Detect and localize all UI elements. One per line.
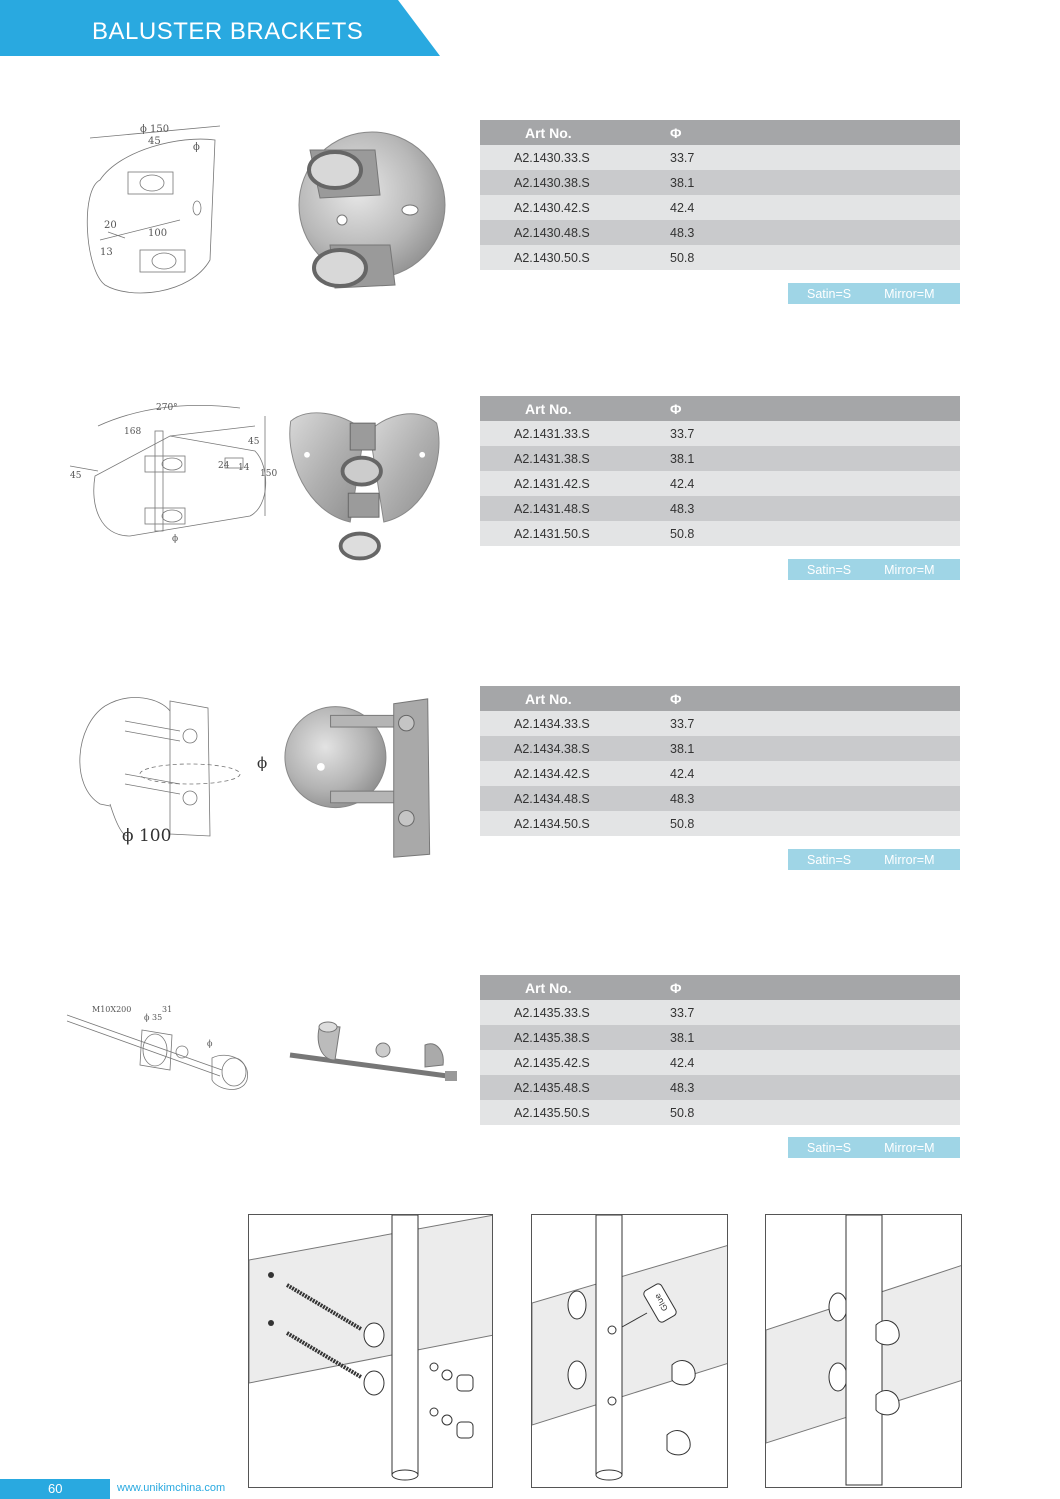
art-no: A2.1431.50.S — [514, 526, 590, 541]
header-art-no: Art No. — [525, 979, 572, 996]
art-no: A2.1431.38.S — [514, 451, 590, 466]
art-no: A2.1434.50.S — [514, 816, 590, 831]
table-header — [480, 396, 960, 421]
finish-legend — [788, 1137, 960, 1158]
finish-mirror: Mirror=M — [884, 852, 935, 867]
diameter: 42.4 — [670, 476, 695, 491]
diameter: 48.3 — [670, 501, 695, 516]
dim-label: ϕ 150 — [140, 124, 170, 135]
finish-legend — [788, 283, 960, 304]
diameter: 33.7 — [670, 426, 695, 441]
table-row — [480, 421, 960, 446]
table-row — [480, 786, 960, 811]
product-photo-4 — [285, 1015, 460, 1115]
diameter: 48.3 — [670, 225, 695, 240]
art-no: A2.1431.42.S — [514, 476, 590, 491]
technical-drawing-3 — [70, 686, 290, 846]
diameter: 33.7 — [670, 150, 695, 165]
header-diameter: Φ — [670, 124, 682, 141]
table-row — [480, 736, 960, 761]
table-row — [480, 1100, 960, 1125]
table-row — [480, 145, 960, 170]
art-no: A2.1430.50.S — [514, 250, 590, 265]
dim-label: M10X200 — [92, 1005, 132, 1014]
art-no: A2.1431.48.S — [514, 501, 590, 516]
dim-label: ϕ — [207, 1039, 213, 1048]
table-row — [480, 761, 960, 786]
art-no: A2.1430.48.S — [514, 225, 590, 240]
table-row — [480, 1075, 960, 1100]
table-row — [480, 1000, 960, 1025]
install-step-2 — [531, 1214, 728, 1488]
diameter: 48.3 — [670, 791, 695, 806]
finish-legend — [788, 559, 960, 580]
header-art-no: Art No. — [525, 124, 572, 141]
header-diameter: Φ — [670, 400, 682, 417]
dim-label: 13 — [100, 247, 113, 258]
art-no: A2.1430.38.S — [514, 175, 590, 190]
dim-label: ϕ — [172, 534, 179, 544]
dim-label: 150 — [260, 469, 278, 479]
dim-label: 14 — [238, 463, 250, 473]
dim-label: ϕ — [193, 142, 200, 153]
diameter: 50.8 — [670, 816, 695, 831]
table-row — [480, 195, 960, 220]
art-no: A2.1430.33.S — [514, 150, 590, 165]
install-step-1 — [248, 1214, 493, 1488]
art-no: A2.1435.33.S — [514, 1005, 590, 1020]
product-photo-3 — [282, 694, 452, 864]
dim-label: 45 — [248, 437, 260, 447]
header-diameter: Φ — [670, 979, 682, 996]
diameter: 33.7 — [670, 1005, 695, 1020]
diameter: 38.1 — [670, 451, 695, 466]
spec-table-2 — [480, 396, 960, 546]
art-no: A2.1434.33.S — [514, 716, 590, 731]
diameter: 50.8 — [670, 1105, 695, 1120]
table-row — [480, 811, 960, 836]
table-row — [480, 1025, 960, 1050]
header-diameter: Φ — [670, 690, 682, 707]
spec-table-1 — [480, 120, 960, 270]
table-row — [480, 245, 960, 270]
art-no: A2.1434.48.S — [514, 791, 590, 806]
finish-mirror: Mirror=M — [884, 286, 935, 301]
glue-label: Glue — [652, 1292, 670, 1313]
header-banner — [0, 0, 440, 56]
diameter: 42.4 — [670, 200, 695, 215]
dim-label: 45 — [70, 471, 82, 481]
diameter: 38.1 — [670, 741, 695, 756]
table-header — [480, 120, 960, 145]
table-header — [480, 686, 960, 711]
diameter: 50.8 — [670, 250, 695, 265]
page-title: BALUSTER BRACKETS — [92, 18, 364, 45]
dim-label: ϕ 35 — [144, 1013, 163, 1022]
diameter: 48.3 — [670, 1080, 695, 1095]
finish-satin: Satin=S — [807, 852, 852, 867]
table-row — [480, 711, 960, 736]
website-link[interactable]: www.unikimchina.com — [117, 1482, 226, 1494]
art-no: A2.1435.38.S — [514, 1030, 590, 1045]
diameter: 42.4 — [670, 1055, 695, 1070]
table-row — [480, 521, 960, 546]
table-row — [480, 170, 960, 195]
diameter: 42.4 — [670, 766, 695, 781]
dim-label: ϕ — [257, 754, 268, 772]
spec-table-3 — [480, 686, 960, 836]
diameter: 50.8 — [670, 526, 695, 541]
table-row — [480, 446, 960, 471]
table-row — [480, 471, 960, 496]
diameter: 33.7 — [670, 716, 695, 731]
dim-label: 270° — [156, 403, 178, 413]
finish-mirror: Mirror=M — [884, 1140, 935, 1155]
dim-label: 20 — [104, 220, 117, 231]
art-no: A2.1434.38.S — [514, 741, 590, 756]
page-number-bar — [0, 1479, 110, 1499]
art-no: A2.1431.33.S — [514, 426, 590, 441]
dim-label: 168 — [124, 427, 142, 437]
diameter: 38.1 — [670, 175, 695, 190]
table-row — [480, 496, 960, 521]
art-no: A2.1435.42.S — [514, 1055, 590, 1070]
table-header — [480, 975, 960, 1000]
header-art-no: Art No. — [525, 690, 572, 707]
dim-label: 100 — [148, 228, 168, 239]
dim-label: ϕ 100 — [122, 826, 172, 846]
table-row — [480, 1050, 960, 1075]
finish-satin: Satin=S — [807, 286, 852, 301]
dim-label: 24 — [218, 461, 230, 471]
finish-satin: Satin=S — [807, 562, 852, 577]
finish-mirror: Mirror=M — [884, 562, 935, 577]
spec-table-4 — [480, 975, 960, 1125]
table-row — [480, 220, 960, 245]
product-photo-2 — [282, 402, 452, 570]
dim-label: 45 — [148, 136, 161, 147]
finish-legend — [788, 849, 960, 870]
product-photo-1 — [280, 120, 455, 310]
diameter: 38.1 — [670, 1030, 695, 1045]
art-no: A2.1435.50.S — [514, 1105, 590, 1120]
header-art-no: Art No. — [525, 400, 572, 417]
page-number: 60 — [48, 1481, 63, 1496]
art-no: A2.1434.42.S — [514, 766, 590, 781]
technical-drawing-1 — [60, 120, 240, 310]
art-no: A2.1435.48.S — [514, 1080, 590, 1095]
finish-satin: Satin=S — [807, 1140, 852, 1155]
technical-drawing-4 — [62, 990, 262, 1110]
technical-drawing-2 — [60, 396, 280, 556]
install-step-3 — [765, 1214, 962, 1488]
art-no: A2.1430.42.S — [514, 200, 590, 215]
dim-label: 31 — [162, 1005, 173, 1014]
